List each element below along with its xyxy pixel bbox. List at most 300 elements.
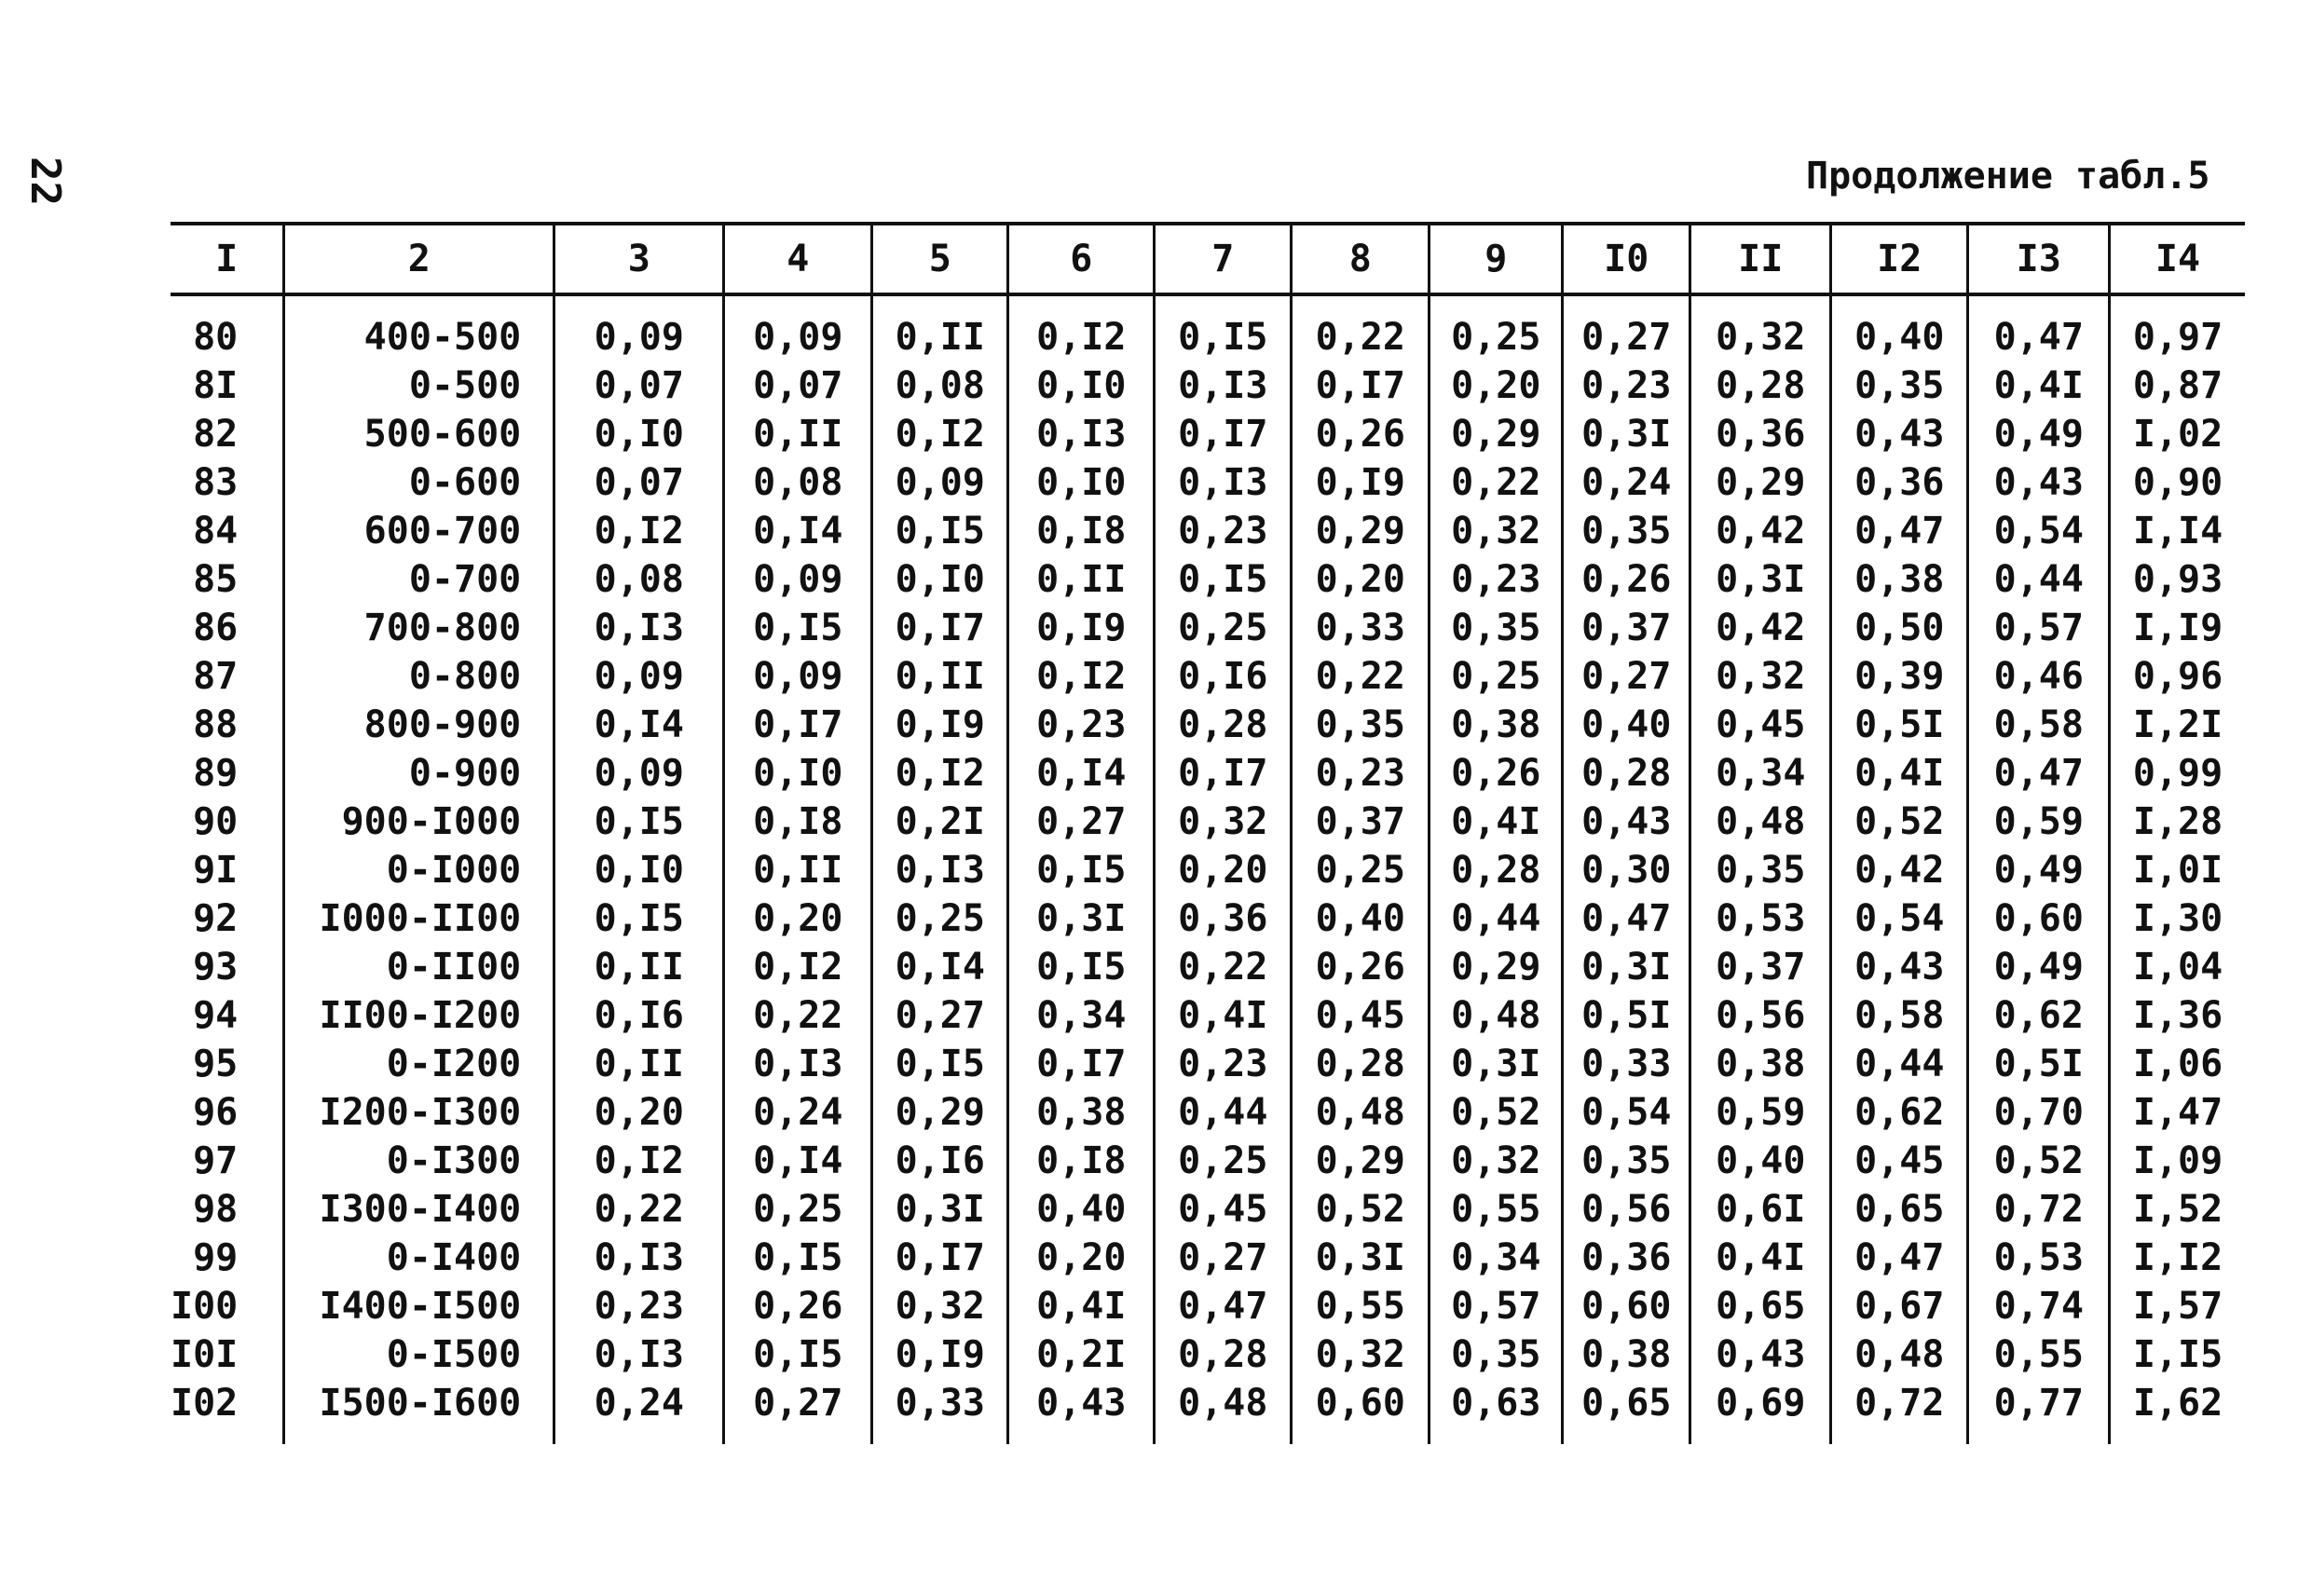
value-cell: 0,I2 <box>724 943 872 991</box>
value-cell: 0,20 <box>1008 1234 1155 1282</box>
value-cell: 0,40 <box>1292 894 1430 943</box>
value-cell: 0,I2 <box>554 507 724 555</box>
value-cell: 0,72 <box>1831 1379 1968 1444</box>
value-cell: 0,47 <box>1968 294 2110 361</box>
value-cell: 0,54 <box>1968 507 2110 555</box>
column-header: 2 <box>284 224 554 294</box>
value-cell: 0,58 <box>1968 701 2110 749</box>
value-cell: I,02 <box>2110 410 2245 458</box>
value-cell: 0,4I <box>1831 749 1968 798</box>
value-cell: 0,I5 <box>724 1234 872 1282</box>
value-cell: 0,I3 <box>554 604 724 652</box>
table-row <box>171 846 2245 894</box>
value-cell: I,I4 <box>2110 507 2245 555</box>
value-cell: 0,44 <box>1155 1088 1292 1137</box>
table-row <box>171 1137 2245 1185</box>
value-cell: 0,23 <box>1155 507 1292 555</box>
value-cell: I,I5 <box>2110 1330 2245 1379</box>
row-number-cell: 9I <box>193 849 239 892</box>
value-cell: 0,22 <box>1292 294 1430 361</box>
value-cell: 0,I2 <box>1008 294 1155 361</box>
column-header: 8 <box>1292 224 1430 294</box>
value-cell: 0,42 <box>1690 507 1831 555</box>
table-row <box>171 555 2245 604</box>
value-cell: 0,36 <box>1690 410 1831 458</box>
value-cell: 0,6I <box>1690 1185 1831 1234</box>
value-cell: 0,32 <box>1430 507 1563 555</box>
table-row <box>171 294 2245 361</box>
table-row <box>171 1185 2245 1234</box>
value-cell: 0,34 <box>1008 991 1155 1040</box>
value-cell: 0,34 <box>1430 1234 1563 1282</box>
value-cell: 0,08 <box>554 555 724 604</box>
range-cell: 0-I000 <box>284 846 554 894</box>
value-cell: 0,25 <box>1292 846 1430 894</box>
table-row <box>171 652 2245 701</box>
value-cell: 0,38 <box>1563 1330 1690 1379</box>
header-row <box>171 224 2245 294</box>
column-header: II <box>1690 224 1831 294</box>
value-cell: 0,I4 <box>724 1137 872 1185</box>
row-number-cell: 92 <box>193 897 239 940</box>
value-cell: 0,I2 <box>554 1137 724 1185</box>
value-cell: 0,22 <box>724 991 872 1040</box>
row-number-cell: 82 <box>193 413 239 456</box>
value-cell: 0,32 <box>1292 1330 1430 1379</box>
value-cell: 0,28 <box>1155 701 1292 749</box>
range-cell: 0-900 <box>284 749 554 798</box>
value-cell: 0,I2 <box>872 749 1008 798</box>
value-cell: 0,26 <box>1292 410 1430 458</box>
table-row <box>171 1379 2245 1444</box>
value-cell: 0,59 <box>1968 798 2110 846</box>
value-cell: 0,47 <box>1831 507 1968 555</box>
value-cell: 0,55 <box>1968 1330 2110 1379</box>
value-cell: 0,93 <box>2110 555 2245 604</box>
value-cell: 0,32 <box>1430 1137 1563 1185</box>
value-cell: 0,52 <box>1292 1185 1430 1234</box>
value-cell: 0,52 <box>1968 1137 2110 1185</box>
range-cell: I500-I600 <box>284 1379 554 1444</box>
range-cell: 0-II00 <box>284 943 554 991</box>
value-cell: 0,87 <box>2110 361 2245 410</box>
value-cell: 0,38 <box>1831 555 1968 604</box>
value-cell: 0,50 <box>1831 604 1968 652</box>
range-cell: 0-600 <box>284 458 554 507</box>
value-cell: 0,25 <box>1430 652 1563 701</box>
value-cell: 0,38 <box>1690 1040 1831 1088</box>
value-cell: 0,47 <box>1968 749 2110 798</box>
value-cell: 0,I4 <box>872 943 1008 991</box>
value-cell: 0,I3 <box>724 1040 872 1088</box>
value-cell: 0,65 <box>1831 1185 1968 1234</box>
value-cell: 0,20 <box>724 894 872 943</box>
table-row <box>171 991 2245 1040</box>
value-cell: 0,I0 <box>724 749 872 798</box>
range-cell: 0-I500 <box>284 1330 554 1379</box>
value-cell: 0,25 <box>872 894 1008 943</box>
value-cell: 0,39 <box>1831 652 1968 701</box>
value-cell: 0,28 <box>1430 846 1563 894</box>
value-cell: 0,42 <box>1831 846 1968 894</box>
value-cell: 0,29 <box>1430 410 1563 458</box>
value-cell: 0,I9 <box>872 701 1008 749</box>
value-cell: 0,I6 <box>872 1137 1008 1185</box>
value-cell: 0,28 <box>1563 749 1690 798</box>
value-cell: 0,44 <box>1430 894 1563 943</box>
value-cell: 0,23 <box>1563 361 1690 410</box>
value-cell: 0,I7 <box>1155 749 1292 798</box>
row-number-cell: 95 <box>193 1043 239 1085</box>
range-cell: 800-900 <box>284 701 554 749</box>
value-cell: 0,I5 <box>724 604 872 652</box>
value-cell: 0,33 <box>872 1379 1008 1444</box>
value-cell: 0,38 <box>1008 1088 1155 1137</box>
range-cell: 0-I300 <box>284 1137 554 1185</box>
value-cell: 0,2I <box>1008 1330 1155 1379</box>
value-cell: 0,I5 <box>872 1040 1008 1088</box>
value-cell: I,I9 <box>2110 604 2245 652</box>
value-cell: 0,35 <box>1690 846 1831 894</box>
value-cell: 0,30 <box>1563 846 1690 894</box>
range-cell: 0-I400 <box>284 1234 554 1282</box>
value-cell: 0,I3 <box>554 1234 724 1282</box>
table-row <box>171 798 2245 846</box>
row-number-cell: 96 <box>193 1091 239 1134</box>
row-number-cell: 87 <box>193 655 239 698</box>
value-cell: 0,3I <box>1292 1234 1430 1282</box>
value-cell: 0,27 <box>1008 798 1155 846</box>
value-cell: 0,35 <box>1563 507 1690 555</box>
value-cell: 0,48 <box>1690 798 1831 846</box>
value-cell: 0,59 <box>1690 1088 1831 1137</box>
value-cell: 0,32 <box>1690 652 1831 701</box>
value-cell: 0,67 <box>1831 1282 1968 1330</box>
column-header: 6 <box>1008 224 1155 294</box>
value-cell: I,2I <box>2110 701 2245 749</box>
value-cell: 0,08 <box>872 361 1008 410</box>
page-number: 22 <box>21 157 69 206</box>
value-cell: 0,26 <box>1430 749 1563 798</box>
value-cell: 0,52 <box>1430 1088 1563 1137</box>
value-cell: 0,I6 <box>1155 652 1292 701</box>
column-header: I4 <box>2110 224 2245 294</box>
value-cell: 0,II <box>554 943 724 991</box>
value-cell: 0,I5 <box>1155 555 1292 604</box>
column-header: I0 <box>1563 224 1690 294</box>
value-cell: 0,I4 <box>724 507 872 555</box>
value-cell: 0,57 <box>1430 1282 1563 1330</box>
value-cell: 0,07 <box>554 361 724 410</box>
value-cell: 0,62 <box>1831 1088 1968 1137</box>
value-cell: 0,I5 <box>1008 943 1155 991</box>
value-cell: 0,49 <box>1968 410 2110 458</box>
value-cell: 0,90 <box>2110 458 2245 507</box>
value-cell: 0,29 <box>1292 507 1430 555</box>
value-cell: 0,I5 <box>872 507 1008 555</box>
value-cell: 0,I4 <box>554 701 724 749</box>
row-number-cell: 86 <box>193 607 239 649</box>
row-number-cell: I00 <box>171 1285 239 1328</box>
value-cell: 0,44 <box>1831 1040 1968 1088</box>
value-cell: 0,32 <box>1690 294 1831 361</box>
value-cell: 0,45 <box>1292 991 1430 1040</box>
value-cell: 0,24 <box>554 1379 724 1444</box>
table-row <box>171 604 2245 652</box>
value-cell: 0,35 <box>1563 1137 1690 1185</box>
value-cell: 0,I9 <box>1008 604 1155 652</box>
value-cell: 0,I7 <box>872 604 1008 652</box>
value-cell: 0,37 <box>1690 943 1831 991</box>
value-cell: 0,25 <box>1430 294 1563 361</box>
row-number-cell: 88 <box>193 703 239 746</box>
value-cell: 0,29 <box>872 1088 1008 1137</box>
data-table <box>171 222 2245 1444</box>
value-cell: 0,55 <box>1292 1282 1430 1330</box>
value-cell: I,04 <box>2110 943 2245 991</box>
range-cell: I400-I500 <box>284 1282 554 1330</box>
value-cell: 0,II <box>724 846 872 894</box>
range-cell: I000-II00 <box>284 894 554 943</box>
value-cell: 0,60 <box>1968 894 2110 943</box>
value-cell: I,I2 <box>2110 1234 2245 1282</box>
value-cell: 0,36 <box>1563 1234 1690 1282</box>
value-cell: 0,20 <box>554 1088 724 1137</box>
value-cell: 0,4I <box>1430 798 1563 846</box>
table-row <box>171 749 2245 798</box>
value-cell: 0,22 <box>554 1185 724 1234</box>
value-cell: 0,5I <box>1563 991 1690 1040</box>
table-row <box>171 894 2245 943</box>
row-number-cell: 93 <box>193 946 239 989</box>
value-cell: 0,28 <box>1155 1330 1292 1379</box>
value-cell: 0,25 <box>724 1185 872 1234</box>
row-number-cell: I0I <box>171 1333 239 1376</box>
value-cell: 0,I8 <box>1008 507 1155 555</box>
value-cell: 0,47 <box>1563 894 1690 943</box>
value-cell: 0,I0 <box>1008 361 1155 410</box>
value-cell: 0,43 <box>1008 1379 1155 1444</box>
value-cell: 0,5I <box>1968 1040 2110 1088</box>
value-cell: 0,40 <box>1831 294 1968 361</box>
value-cell: 0,II <box>1008 555 1155 604</box>
value-cell: 0,I4 <box>1008 749 1155 798</box>
value-cell: 0,23 <box>1155 1040 1292 1088</box>
column-header: I3 <box>1968 224 2110 294</box>
row-number-cell: 8I <box>193 364 239 407</box>
value-cell: 0,09 <box>554 294 724 361</box>
value-cell: 0,4I <box>1968 361 2110 410</box>
value-cell: 0,43 <box>1831 943 1968 991</box>
value-cell: 0,I0 <box>554 410 724 458</box>
value-cell: I,30 <box>2110 894 2245 943</box>
value-cell: 0,47 <box>1155 1282 1292 1330</box>
value-cell: 0,22 <box>1430 458 1563 507</box>
value-cell: 0,46 <box>1968 652 2110 701</box>
value-cell: 0,38 <box>1430 701 1563 749</box>
table-row <box>171 943 2245 991</box>
value-cell: 0,53 <box>1690 894 1831 943</box>
column-header: 3 <box>554 224 724 294</box>
value-cell: 0,3I <box>872 1185 1008 1234</box>
value-cell: 0,3I <box>1563 410 1690 458</box>
value-cell: 0,23 <box>1292 749 1430 798</box>
value-cell: 0,32 <box>872 1282 1008 1330</box>
value-cell: 0,97 <box>2110 294 2245 361</box>
value-cell: 0,3I <box>1690 555 1831 604</box>
value-cell: 0,I9 <box>1292 458 1430 507</box>
value-cell: 0,I7 <box>1008 1040 1155 1088</box>
value-cell: 0,09 <box>872 458 1008 507</box>
value-cell: 0,20 <box>1292 555 1430 604</box>
column-header: 9 <box>1430 224 1563 294</box>
value-cell: 0,I8 <box>1008 1137 1155 1185</box>
table-row <box>171 1234 2245 1282</box>
value-cell: 0,27 <box>1563 652 1690 701</box>
value-cell: 0,I9 <box>872 1330 1008 1379</box>
value-cell: 0,36 <box>1831 458 1968 507</box>
row-number-cell: 97 <box>193 1139 239 1182</box>
table-row <box>171 410 2245 458</box>
value-cell: 0,3I <box>1008 894 1155 943</box>
value-cell: 0,II <box>872 294 1008 361</box>
table-header <box>171 224 2245 294</box>
value-cell: 0,27 <box>872 991 1008 1040</box>
value-cell: 0,I7 <box>1292 361 1430 410</box>
row-number-cell: 80 <box>193 316 239 359</box>
value-cell: 0,25 <box>1155 604 1292 652</box>
range-cell: 600-700 <box>284 507 554 555</box>
range-cell: 900-I000 <box>284 798 554 846</box>
range-cell: II00-I200 <box>284 991 554 1040</box>
value-cell: 0,II <box>872 652 1008 701</box>
value-cell: 0,I7 <box>724 701 872 749</box>
value-cell: 0,I5 <box>1008 846 1155 894</box>
column-header: I2 <box>1831 224 1968 294</box>
value-cell: 0,47 <box>1831 1234 1968 1282</box>
value-cell: 0,53 <box>1968 1234 2110 1282</box>
range-cell: 0-I200 <box>284 1040 554 1088</box>
column-header: 4 <box>724 224 872 294</box>
value-cell: 0,60 <box>1292 1379 1430 1444</box>
value-cell: 0,3I <box>1430 1040 1563 1088</box>
value-cell: 0,35 <box>1292 701 1430 749</box>
value-cell: 0,45 <box>1155 1185 1292 1234</box>
value-cell: 0,43 <box>1690 1330 1831 1379</box>
value-cell: 0,4I <box>1155 991 1292 1040</box>
value-cell: 0,40 <box>1563 701 1690 749</box>
value-cell: 0,07 <box>554 458 724 507</box>
value-cell: 0,44 <box>1968 555 2110 604</box>
value-cell: 0,II <box>554 1040 724 1088</box>
value-cell: 0,29 <box>1292 1137 1430 1185</box>
value-cell: 0,33 <box>1563 1040 1690 1088</box>
value-cell: 0,54 <box>1831 894 1968 943</box>
value-cell: 0,96 <box>2110 652 2245 701</box>
value-cell: 0,49 <box>1968 943 2110 991</box>
value-cell: 0,24 <box>724 1088 872 1137</box>
range-cell: 0-500 <box>284 361 554 410</box>
column-header: 5 <box>872 224 1008 294</box>
value-cell: 0,II <box>724 410 872 458</box>
value-cell: 0,65 <box>1690 1282 1831 1330</box>
value-cell: 0,I5 <box>554 798 724 846</box>
value-cell: 0,43 <box>1563 798 1690 846</box>
table-body <box>171 294 2245 1444</box>
table-row <box>171 701 2245 749</box>
value-cell: 0,32 <box>1155 798 1292 846</box>
value-cell: I,06 <box>2110 1040 2245 1088</box>
value-cell: 0,45 <box>1690 701 1831 749</box>
value-cell: I,47 <box>2110 1088 2245 1137</box>
value-cell: 0,28 <box>1292 1040 1430 1088</box>
value-cell: I,09 <box>2110 1137 2245 1185</box>
value-cell: 0,27 <box>1563 294 1690 361</box>
value-cell: 0,70 <box>1968 1088 2110 1137</box>
value-cell: 0,40 <box>1008 1185 1155 1234</box>
value-cell: 0,I3 <box>554 1330 724 1379</box>
value-cell: 0,3I <box>1563 943 1690 991</box>
value-cell: 0,I6 <box>554 991 724 1040</box>
value-cell: 0,23 <box>1008 701 1155 749</box>
column-header: 7 <box>1155 224 1292 294</box>
value-cell: 0,62 <box>1968 991 2110 1040</box>
value-cell: 0,37 <box>1292 798 1430 846</box>
row-number-cell: 89 <box>193 752 239 795</box>
value-cell: 0,22 <box>1292 652 1430 701</box>
value-cell: 0,09 <box>724 555 872 604</box>
value-cell: 0,I2 <box>1008 652 1155 701</box>
value-cell: 0,77 <box>1968 1379 2110 1444</box>
value-cell: I,57 <box>2110 1282 2245 1330</box>
value-cell: 0,08 <box>724 458 872 507</box>
value-cell: 0,28 <box>1690 361 1831 410</box>
row-number-cell: 94 <box>193 994 239 1037</box>
value-cell: 0,07 <box>724 361 872 410</box>
value-cell: 0,48 <box>1155 1379 1292 1444</box>
value-cell: 0,09 <box>554 749 724 798</box>
value-cell: 0,54 <box>1563 1088 1690 1137</box>
table-row <box>171 361 2245 410</box>
table-row <box>171 507 2245 555</box>
row-number-cell: 84 <box>193 510 239 552</box>
value-cell: 0,I2 <box>872 410 1008 458</box>
value-cell: 0,69 <box>1690 1379 1831 1444</box>
value-cell: 0,48 <box>1292 1088 1430 1137</box>
value-cell: 0,35 <box>1430 1330 1563 1379</box>
value-cell: 0,25 <box>1155 1137 1292 1185</box>
range-cell: 700-800 <box>284 604 554 652</box>
value-cell: 0,48 <box>1831 1330 1968 1379</box>
value-cell: 0,43 <box>1968 458 2110 507</box>
table-row <box>171 1040 2245 1088</box>
value-cell: 0,20 <box>1155 846 1292 894</box>
value-cell: 0,49 <box>1968 846 2110 894</box>
value-cell: 0,74 <box>1968 1282 2110 1330</box>
value-cell: 0,09 <box>724 652 872 701</box>
table-row <box>171 1330 2245 1379</box>
value-cell: 0,I0 <box>1008 458 1155 507</box>
value-cell: 0,23 <box>1430 555 1563 604</box>
table-caption: Продолжение табл.5 <box>1806 155 2210 198</box>
column-header: I <box>171 224 284 294</box>
value-cell: 0,58 <box>1831 991 1968 1040</box>
value-cell: 0,09 <box>724 294 872 361</box>
value-cell: 0,I5 <box>554 894 724 943</box>
value-cell: 0,63 <box>1430 1379 1563 1444</box>
value-cell: 0,I3 <box>872 846 1008 894</box>
value-cell: I,28 <box>2110 798 2245 846</box>
